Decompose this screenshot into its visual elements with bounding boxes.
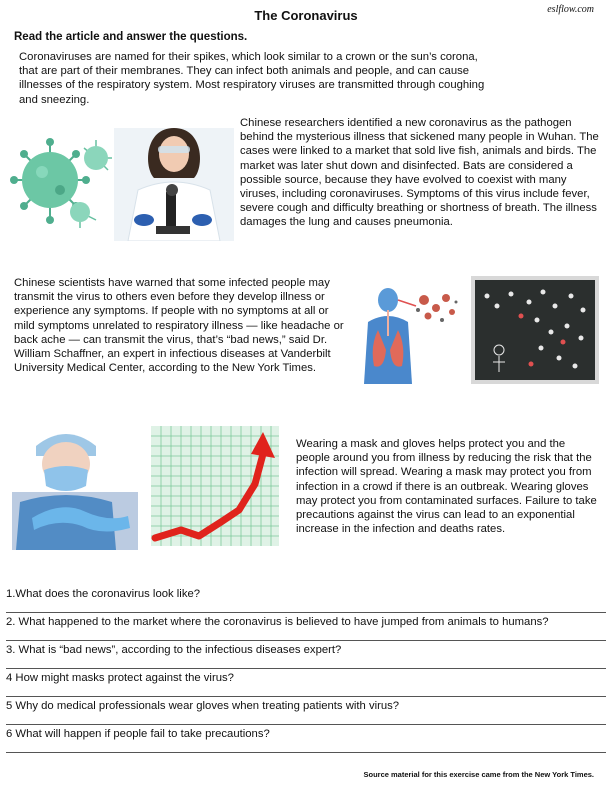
answer-line-5[interactable] — [6, 724, 606, 725]
question-3: 3. What is “bad news”, according to the infectious diseases expert? — [6, 644, 342, 656]
virus-illustration — [8, 128, 114, 232]
question-4: 4 How might masks protect against the virus? — [6, 672, 234, 684]
mask-gloves-photo — [12, 426, 138, 550]
page-title: The Coronavirus — [254, 8, 358, 23]
scientist-microscope-photo — [114, 128, 234, 241]
answer-line-4[interactable] — [6, 696, 606, 697]
answer-line-2[interactable] — [6, 640, 606, 641]
article-paragraph-4: Wearing a mask and gloves helps protect you and the people around you from illness by reducing the risk that the infection will spread. Wearing a mask may protect you from infection in a crowd if there is an outbreak. Wearing gloves may protect you from contaminated surfaces. Failure to take precautions against the virus can lead to an exponential increase in the infection and deaths rates. — [296, 438, 597, 536]
question-2: 2. What happened to the market where the coronavirus is believed to have jumped from animals to humans? — [6, 616, 549, 628]
article-paragraph-3: Chinese scientists have warned that some infected people may transmit the virus to others even before they develop illness or experience any symptoms. If people with no symptoms at all or mild symptoms unrelated to respiratory illness — like headache or back ache — can transmit the virus, that’s “bad news,” said Dr. William Schaffner, an expert in infectious diseases at Vanderbilt University Medical Center, according to the New York Times. — [14, 277, 344, 375]
answer-line-1[interactable] — [6, 612, 606, 613]
question-6: 6 What will happen if people fail to take precautions? — [6, 728, 270, 740]
article-paragraph-2: Chinese researchers identified a new coronavirus as the pathogen behind the mysterious illness that sickened many people in Wuhan. The cases were linked to a market that sold live fish, animals and birds. The market was later shut down and disinfected. Bats are considered a possible source, because they have evolved to coexist with many viruses, including coronaviruses. Symptoms of this virus include fever, severe cough and difficulty breathing or shortness of breath. The illness damages the lung and causes pneumonia. — [240, 117, 599, 229]
virus-spread-chalkboard — [471, 276, 599, 384]
answer-line-3[interactable] — [6, 668, 606, 669]
answer-line-6[interactable] — [6, 752, 606, 753]
respiratory-illustration — [358, 286, 462, 384]
question-1: 1.What does the coronavirus look like? — [6, 588, 201, 600]
site-watermark: eslflow.com — [547, 4, 594, 15]
question-5: 5 Why do medical professionals wear gloves when treating patients with virus? — [6, 700, 400, 712]
instructions: Read the article and answer the questions. — [14, 31, 248, 43]
source-note: Source material for this exercise came from the New York Times. — [363, 770, 594, 779]
article-paragraph-1: Coronaviruses are named for their spikes, which look similar to a crown or the sun’s corona, that are part of their membranes. They can infect both animals and people, and can cause illnesses of the respiratory system. Most respiratory viruses are transmitted through coughing and sneezing. — [19, 51, 485, 106]
exponential-growth-graph — [151, 426, 279, 546]
